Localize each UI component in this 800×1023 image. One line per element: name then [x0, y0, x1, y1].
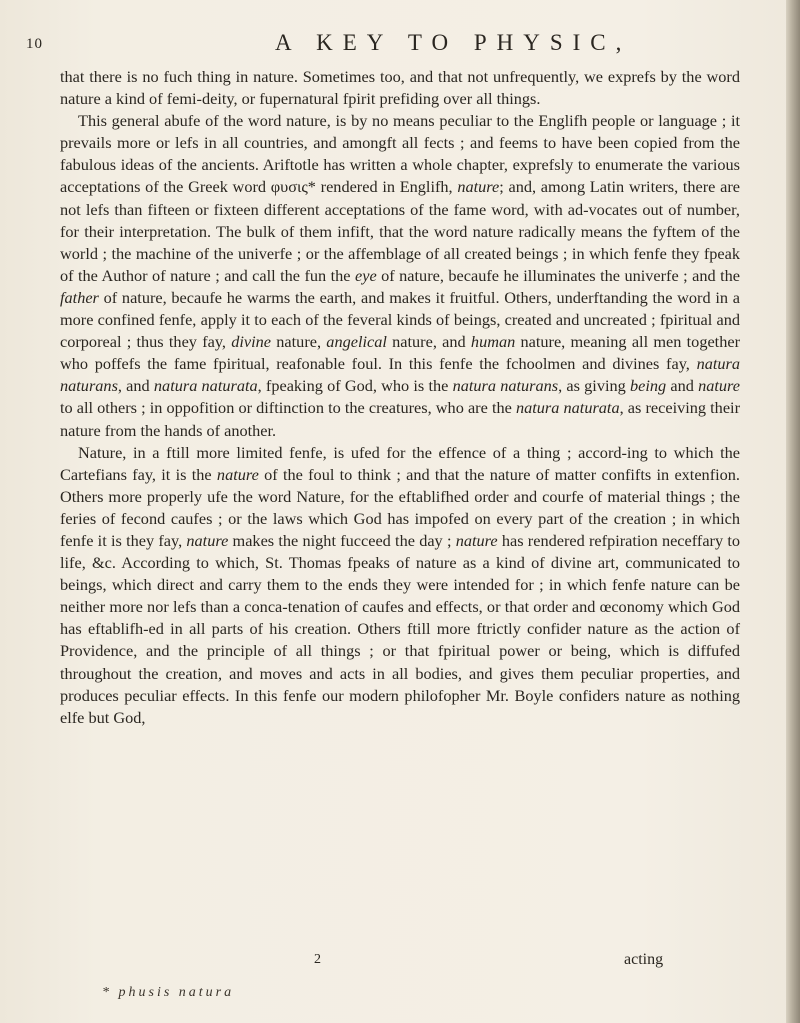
signature-mark: 2: [314, 952, 321, 967]
text-run: ; and, among Latin writers, there are not lefs than fifteen or fixteen different acceptations of the fame word, with ad-vocates out of number, for their interpretation. The bulk of them infift, that the word nature radically means the fyftem of the world ; the machine of the univerfe ; or the affemblage of all created beings ; in which fenfe they fpeak of the Author of nature ; and call the fun the: [60, 177, 741, 285]
text-run: of nature, becaufe he warms the earth, and makes it fruitful. Others, underftanding the word in a more confined fenfe, apply it to each of the feveral kinds of beings, created and uncreated ; fpiritual and corporeal ; thus they fay,: [60, 287, 740, 352]
text-run: , as receiving their nature from the hands of another.: [60, 398, 740, 440]
page-edge: [786, 0, 800, 1023]
text-run: , fpeaking of God, who is the: [257, 376, 453, 396]
text-run: Nature, in a ftill more limited fenfe, is ufed for the effence of a thing ; accord-ing to which the Cartefians fay, it is the: [60, 442, 740, 484]
text-run: has rendered refpiration neceffary to life, &c. According to which, St. Thomas fpeaks of nature as a kind of divine art, communicated to beings, which direct and carry them to the ends they were intended for ; in which fenfe nature can be neither more nor lefs than a conca-tenation of caufes and effects, or that order and œconomy which God has eftablifh-ed in all parts of his creation. Others ftill more ftrictly confider nature as the action of Providence, and the principle of all things ; or that fpiritual power or being, which is diffufed throughout the creation, and moves and acts in all bodies, and gives them peculiar properties, and produces peculiar effects. In this fenfe our modern philofopher Mr. Boyle confiders nature as nothing elfe but God,: [60, 530, 741, 727]
paragraph: [60, 66, 740, 110]
italic-text: nature: [186, 530, 229, 550]
text-run: nature, meaning all men together who poffefs the fame fpiritual, reafonable foul. In this fenfe the fchoolmen and divines fay,: [60, 332, 740, 374]
paragraph: [60, 110, 740, 441]
paragraph: [60, 442, 740, 729]
italic-text: human: [470, 332, 516, 352]
body-text: [60, 66, 740, 729]
text-run: and: [666, 376, 699, 396]
italic-text: natura naturans: [60, 354, 740, 396]
italic-text: natura naturata: [153, 376, 258, 396]
text-run: of nature, becaufe he illuminates the univerfe ; and the: [376, 265, 740, 285]
page-header: [20, 30, 750, 64]
text-run: nature, and: [386, 332, 471, 352]
handwritten-note: * phusis natura: [102, 985, 235, 1000]
catchword: acting: [624, 951, 664, 968]
italic-text: nature: [455, 530, 498, 550]
text-run: nature,: [271, 332, 327, 352]
italic-text: natura naturans: [452, 376, 559, 396]
italic-text: divine: [231, 332, 272, 352]
text-run: , as giving: [558, 376, 630, 396]
italic-text: nature: [457, 177, 500, 197]
italic-text: nature: [216, 464, 259, 484]
text-run: , and: [117, 376, 154, 396]
italic-text: eye: [355, 265, 377, 285]
page-number: 10: [26, 36, 43, 52]
italic-text: nature: [698, 376, 740, 396]
italic-text: natura naturata: [515, 398, 620, 418]
text-run: This general abufe of the word nature, is by no means peculiar to the Englifh people or language ; it prevails more or lefs in all countries, and amongft all fects ; and feems to have been copied from the fabulous ideas of the ancients. Ariftotle has written a whole chapter, exprefsly to enumerate the various acceptations of the Greek word φυσις* rendered in Englifh,: [60, 111, 740, 197]
text-run: to all others ; in oppofition or diftinction to the creatures, who are the: [60, 398, 516, 418]
text-run: of the foul to think ; and that the nature of matter confifts in extenfion. Others more properly ufe the word Nature, for the eftablifhed order and courfe of material things ; the feries of fecond caufes ; or the laws which God has impofed on every part of the creation ; in which fenfe it is they fay,: [60, 464, 740, 550]
running-head: A KEY TO PHYSIC,: [275, 30, 632, 55]
italic-text: angelical: [326, 332, 387, 352]
text-run: makes the night fucceed the day ;: [228, 530, 456, 550]
text-run: that there is no fuch thing in nature. Sometimes too, and that not unfrequently, we exprefs by the word nature a kind of femi-deity, or fupernatural fpirit prefiding over all things.: [60, 67, 740, 109]
italic-text: father: [60, 287, 99, 307]
italic-text: being: [629, 376, 667, 396]
